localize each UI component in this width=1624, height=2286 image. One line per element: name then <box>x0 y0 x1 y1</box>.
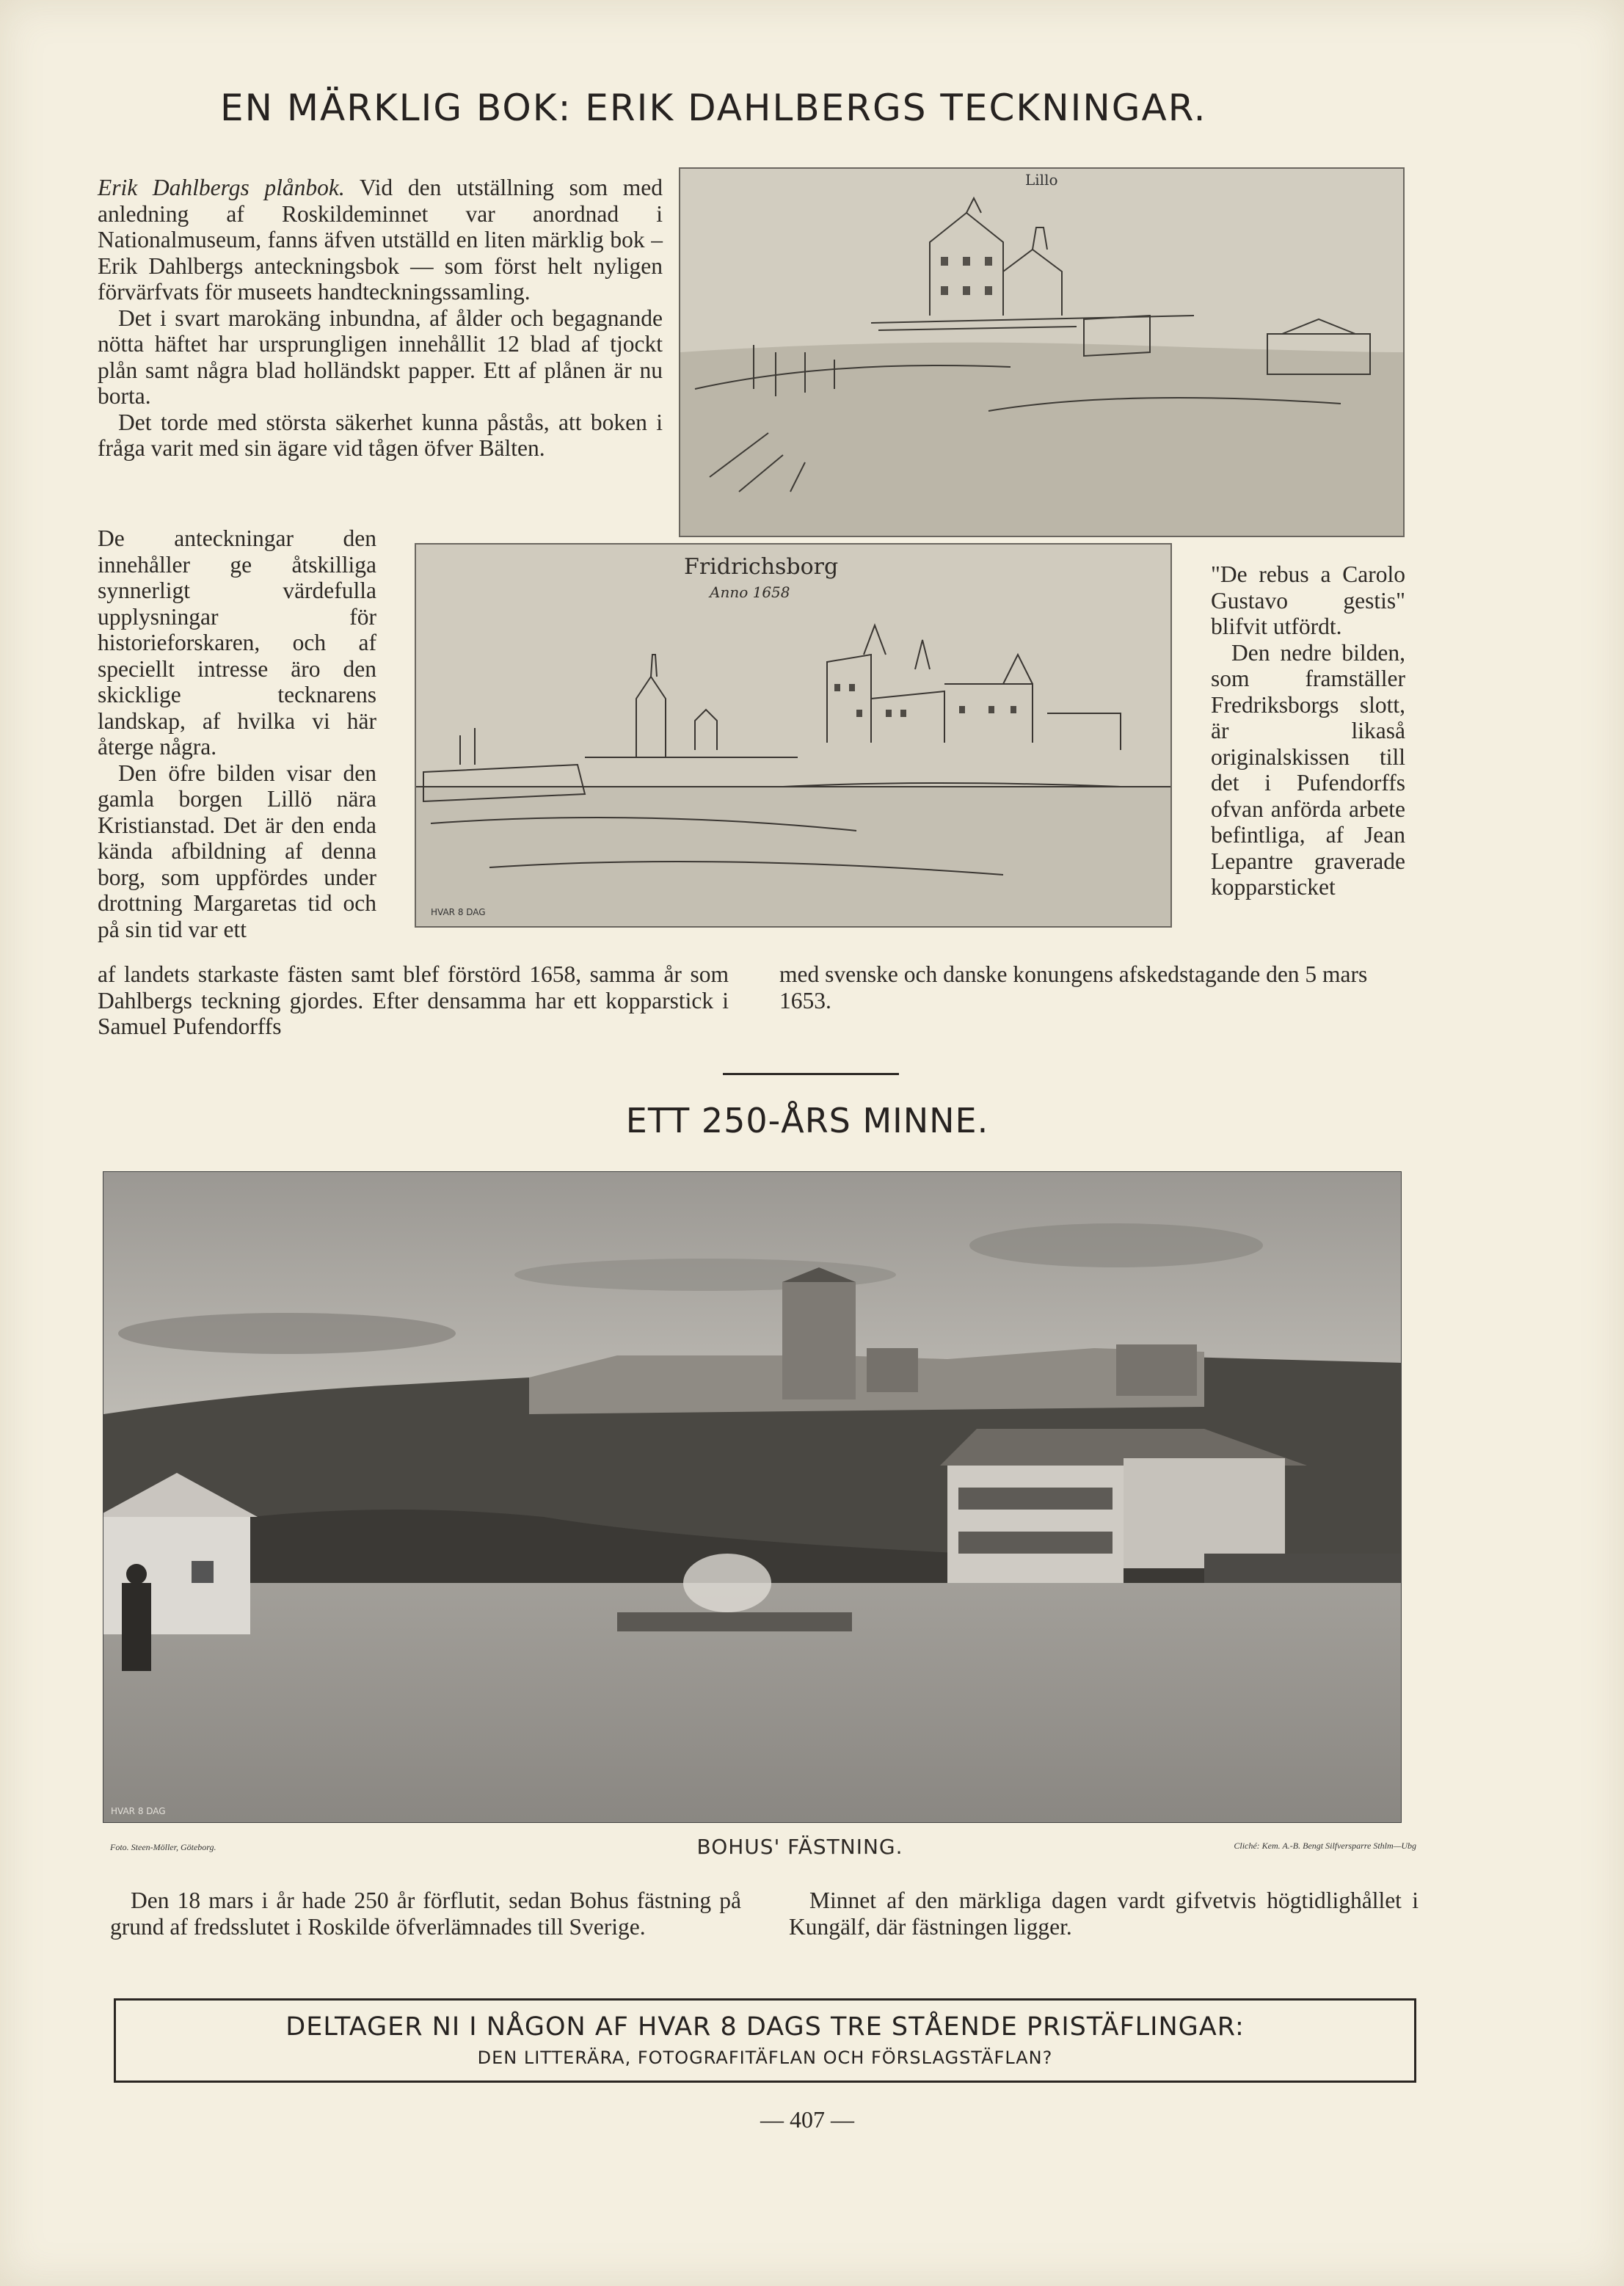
page-number: — 407 — <box>760 2106 854 2133</box>
intro-text: Vid den utställning som med anledning af Roskildeminnet var anordnad i Nationalmuseum, fanns äfven utställd en liten märklig bok – Erik Dahlbergs anteckningsbok — som först helt nyligen förvärfvats för museets handteckningssamling. <box>98 175 663 305</box>
sketch-fridrichsborg-label: Fridrichsborg <box>684 554 839 580</box>
photo-caption: BOHUS' FÄSTNING. <box>696 1835 903 1859</box>
sketch-lillo-drawing <box>680 169 1403 536</box>
lead-italic: Erik Dahlbergs plånbok. <box>98 175 345 200</box>
bohus-paragraph-left <box>110 1888 741 1940</box>
contest-list: DEN LITTERÄRA, FOTOGRAFITÄFLAN OCH FÖRSLAGSTÄFLAN? <box>477 2047 1053 2068</box>
paragraph-fredriksborg: Den nedre bilden, som framställer Fredriksborgs slott, är likaså originalskissen till det i Pufendorffs ofvan anförda arbete befintliga, af Jean Lepantre graverade kopparsticket <box>1211 639 1405 900</box>
intro-paragraph <box>98 175 663 305</box>
article-intro <box>98 175 663 462</box>
paragraph-notes: De anteckningar den innehåller ge åtskilliga synnerligt värdefulla upplysningar för historieforskaren, och af speciellt intresse äro den skicklige tecknarens landskap, af hvilka vi här återge några. <box>98 525 376 760</box>
photo-credit: Foto. Steen-Möller, Göteborg. <box>110 1842 216 1852</box>
photo-bohus-fortress <box>103 1171 1402 1823</box>
contest-box <box>114 1998 1416 2083</box>
narrow-column <box>98 525 376 942</box>
paragraph-lillo: Den öfre bilden visar den gamla borgen Lillö nära Kristianstad. Det är den enda kända afbildning af denna borg, som uppfördes under drottning Margaretas tid och på sin tid var ett <box>98 760 376 942</box>
photo-bohus-drawing <box>103 1172 1401 1822</box>
paragraph-belts: Det torde med största säkerhet kunna påstås, att boken i fråga varit med sin ägare vid tågen öfver Bälten. <box>98 409 663 461</box>
latin-title-quote: "De rebus a Carolo Gustavo gestis" blifvit utfördt. <box>1211 561 1405 639</box>
section-divider <box>723 1073 899 1075</box>
sketch-lillo-label: Lillo <box>1025 171 1058 189</box>
fredriksborg-continuation <box>779 961 1410 1013</box>
continuation-right-text: med svenske och danske konungens afskedstagande den 5 mars 1653. <box>779 961 1368 1013</box>
sketch-publisher-mark: HVAR 8 DAG <box>431 907 486 917</box>
bohus-text-right: Minnet af den märkliga dagen vardt gifvetvis högtidlighållet i Kungälf, där fästningen ligger. <box>789 1888 1419 1940</box>
sketch-fridrichsborg-drawing <box>416 545 1170 926</box>
paragraph-binding: Det i svart marokäng inbundna, af ålder och begagnande nötta häftet har ursprungligen innehållit 12 blad af tjockt plån samt några blad holländskt papper. Ett af plånen är nu borta. <box>98 305 663 409</box>
bohus-text-left: Den 18 mars i år hade 250 år förflutit, sedan Bohus fästning på grund af fredsslutet i Roskilde öfverlämnades till Sverige. <box>110 1888 741 1940</box>
cliche-credit: Cliché: Kem. A.-B. Bengt Silfversparre Sthlm—Ubg <box>1234 1841 1416 1851</box>
bohus-paragraph-right <box>789 1888 1419 1940</box>
sketch-lillo <box>679 167 1405 537</box>
photo-publisher-mark: HVAR 8 DAG <box>111 1806 166 1816</box>
article-title: EN MÄRKLIG BOK: ERIK DAHLBERGS TECKNINGAR. <box>220 87 1207 129</box>
contest-question: DELTAGER NI I NÅGON AF HVAR 8 DAGS TRE STÅENDE PRISTÄFLINGAR: <box>285 2012 1245 2042</box>
sketch-fridrichsborg <box>415 543 1172 928</box>
right-column <box>1211 561 1405 900</box>
sketch-fridrichsborg-year: Anno 1658 <box>710 583 790 601</box>
section-title: ETT 250-ÅRS MINNE. <box>625 1101 989 1140</box>
continuation-text: af landets starkaste fästen samt blef förstörd 1658, samma år som Dahlbergs teckning gjordes. Efter densamma har ett kopparstick i Samuel Pufendorffs <box>98 961 729 1039</box>
lillo-continuation <box>98 961 729 1040</box>
